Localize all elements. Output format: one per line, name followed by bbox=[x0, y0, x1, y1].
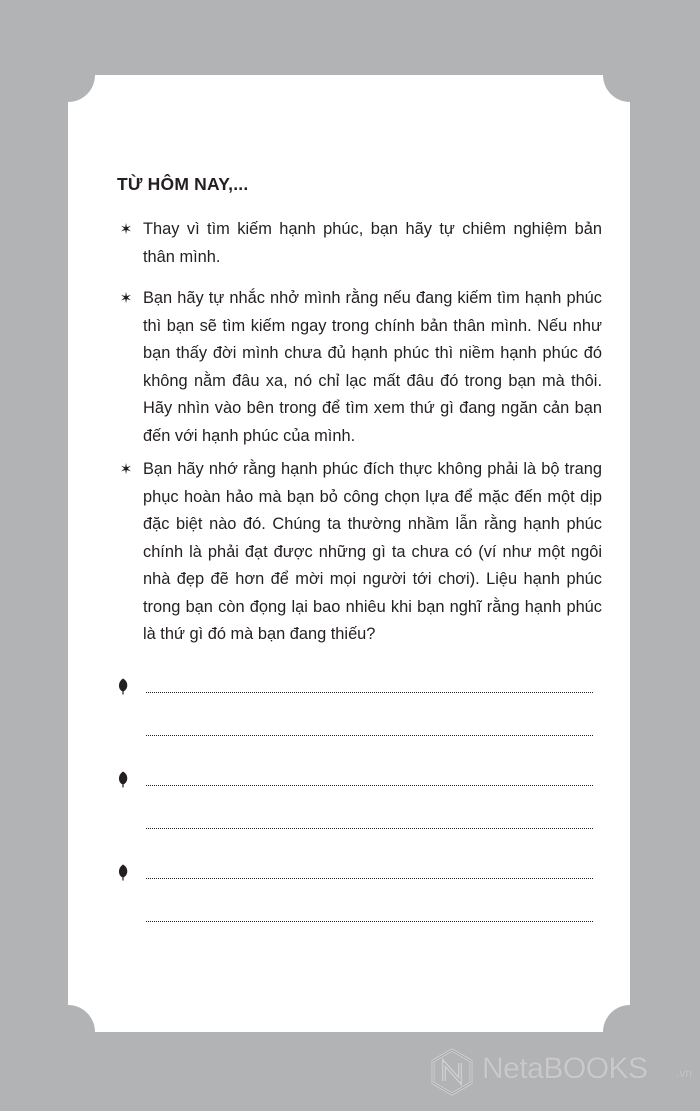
corner-notch bbox=[603, 48, 657, 102]
bullet-item bbox=[117, 285, 602, 450]
bullet-item bbox=[117, 456, 602, 649]
netabooks-watermark bbox=[430, 1046, 700, 1098]
watermark-suffix: .vn bbox=[676, 1066, 693, 1080]
writing-line[interactable] bbox=[146, 878, 593, 879]
corner-notch bbox=[41, 1005, 95, 1059]
watermark-brand: NetaBOOKS bbox=[482, 1052, 648, 1085]
writing-line[interactable] bbox=[146, 828, 593, 829]
writing-line[interactable] bbox=[146, 692, 593, 693]
leaf-icon bbox=[117, 864, 129, 881]
writing-block bbox=[117, 674, 595, 744]
bullet-text: Thay vì tìm kiếm hạnh phúc, bạn hãy tự chiêm nghiệm bản thân mình. bbox=[143, 220, 602, 266]
writing-line[interactable] bbox=[146, 921, 593, 922]
writing-line[interactable] bbox=[146, 785, 593, 786]
bullet-item bbox=[117, 216, 602, 271]
netabooks-logo-icon bbox=[430, 1048, 474, 1096]
corner-notch bbox=[41, 48, 95, 102]
leaf-icon bbox=[117, 771, 129, 788]
star-bullet-icon: ✶ bbox=[119, 289, 133, 307]
writing-block bbox=[117, 767, 595, 837]
star-bullet-icon: ✶ bbox=[119, 220, 133, 238]
bullet-text: Bạn hãy nhớ rằng hạnh phúc đích thực không phải là bộ trang phục hoàn hảo mà bạn bỏ công chọn lựa để mặc đến một dịp đặc biệt nào đó. Chúng ta thường nhầm lẫn rằng hạnh phúc chính là phải đạt được những gì ta chưa có (ví như một ngôi nhà đẹp đẽ hơn để mời mọi người tới chơi). Liệu hạnh phúc trong bạn còn đọng lại bao nhiêu khi bạn nghĩ rằng hạnh phúc là thứ gì đó mà bạn đang thiếu? bbox=[143, 460, 602, 643]
writing-line[interactable] bbox=[146, 735, 593, 736]
writing-block bbox=[117, 860, 595, 930]
star-bullet-icon: ✶ bbox=[119, 460, 133, 478]
bullet-text: Bạn hãy tự nhắc nhở mình rằng nếu đang kiếm tìm hạnh phúc thì bạn sẽ tìm kiếm ngay trong chính bản thân mình. Nếu như bạn thấy đời mình chưa đủ hạnh phúc thì niềm hạnh phúc đó không nằm đâu xa, nó chỉ lạc mất đâu đó trong bạn mà thôi. Hãy nhìn vào bên trong để tìm xem thứ gì đang ngăn cản bạn đến với hạnh phúc của mình. bbox=[143, 289, 602, 445]
leaf-icon bbox=[117, 678, 129, 695]
section-title: TỪ HÔM NAY,... bbox=[117, 174, 249, 194]
